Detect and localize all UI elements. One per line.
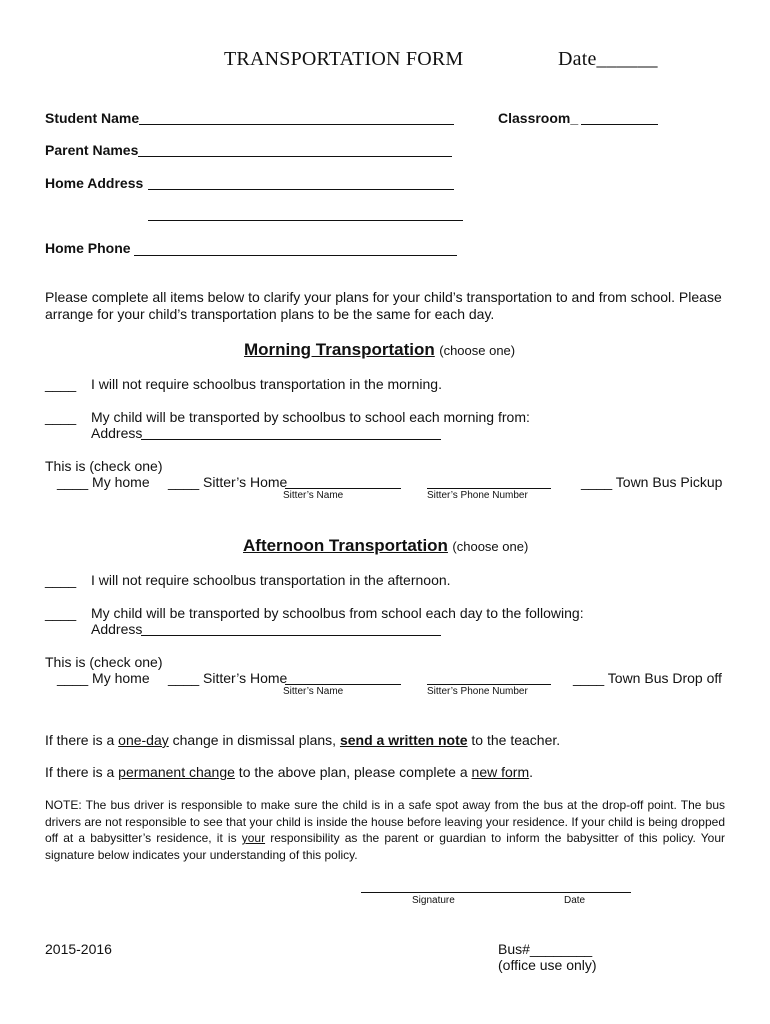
send-written-note: send a written note	[339, 732, 468, 748]
intro-paragraph: Please complete all items below to clarify your plans for your child’s transportation to and from school. Please arrange for your child’s transportation plans to be the same for each day.	[45, 289, 722, 322]
morning-sitters-name-line[interactable]	[285, 488, 401, 489]
morning-sitters-phone-caption: Sitter’s Phone Number	[427, 490, 528, 501]
morning-address-line[interactable]	[141, 439, 441, 440]
note-paragraph	[45, 797, 725, 863]
afternoon-option2-blank[interactable]: ____	[45, 605, 77, 621]
afternoon-sitters-name-line[interactable]	[285, 684, 401, 685]
home-address-line-1[interactable]	[148, 189, 454, 190]
perm-suffix: .	[529, 764, 533, 780]
afternoon-option2-text: My child will be transported by schoolbus from school each day to the following:	[91, 605, 584, 621]
afternoon-sitters-name-caption: Sitter’s Name	[283, 686, 344, 697]
student-name-label: Student Name	[45, 110, 140, 126]
parent-names-label: Parent Names	[45, 142, 139, 158]
afternoon-address-line[interactable]	[141, 635, 441, 636]
one-day-suffix: to the teacher.	[467, 732, 561, 748]
note-part1: NOTE: The bus driver is responsible to make sure the child is in a safe spot away from the bus at the drop-off point. The bus drivers are not responsible to see that your child is inside the house before leaving your residence. If your child is being dropped off at a babysitter’s residence, it is	[45, 798, 725, 845]
afternoon-choose-one: (choose one)	[452, 539, 529, 554]
home-phone-line[interactable]	[134, 255, 457, 256]
parent-names-line[interactable]	[138, 156, 452, 157]
afternoon-heading	[243, 536, 528, 556]
signature-caption: Signature	[412, 895, 455, 906]
one-day-mid: change in dismissal plans,	[168, 732, 340, 748]
student-name-line[interactable]	[139, 124, 454, 125]
one-day-prefix: If there is a	[45, 732, 119, 748]
bus-number-field[interactable]: Bus#________	[498, 941, 593, 957]
office-use-only: (office use only)	[498, 957, 597, 973]
perm-mid: to the above plan, please complete a	[234, 764, 472, 780]
classroom-line[interactable]	[581, 124, 658, 125]
morning-sitters-phone-line[interactable]	[427, 488, 551, 489]
afternoon-option1-blank[interactable]: ____	[45, 572, 77, 588]
morning-option1-text: I will not require schoolbus transportation in the morning.	[91, 376, 442, 392]
new-form-term: new form	[471, 764, 530, 780]
afternoon-heading-text: Afternoon Transportation	[243, 536, 448, 555]
note-part2: responsibility as the parent or guardian to inform the babysitter of this policy. Your signature below indicates your understanding of this policy.	[45, 831, 725, 862]
afternoon-town-bus[interactable]: ____ Town Bus Drop off	[573, 670, 722, 686]
signature-date-caption: Date	[564, 895, 586, 906]
perm-prefix: If there is a	[45, 764, 119, 780]
morning-address-label: Address	[91, 425, 143, 441]
note-your: your	[241, 831, 266, 845]
morning-option2-text: My child will be transported by schoolbus to school each morning from:	[91, 409, 530, 425]
afternoon-option1-text: I will not require schoolbus transportation in the afternoon.	[91, 572, 451, 588]
classroom-label: Classroom_	[498, 110, 579, 126]
afternoon-sitters-phone-line[interactable]	[427, 684, 551, 685]
afternoon-sitters-phone-caption: Sitter’s Phone Number	[427, 686, 528, 697]
morning-option2-blank[interactable]: ____	[45, 409, 77, 425]
afternoon-address-label: Address	[91, 621, 143, 637]
one-day-term: one-day	[118, 732, 169, 748]
date-field[interactable]: Date______	[558, 48, 658, 70]
morning-my-home[interactable]: ____ My home	[57, 474, 150, 490]
afternoon-my-home[interactable]: ____ My home	[57, 670, 150, 686]
form-title: TRANSPORTATION FORM	[224, 48, 464, 70]
permanent-change-term: permanent change	[118, 764, 235, 780]
morning-check-label: This is (check one)	[45, 458, 163, 474]
morning-sitters-name-caption: Sitter’s Name	[283, 490, 344, 501]
permanent-change-sentence	[45, 764, 533, 780]
home-phone-label: Home Phone	[45, 240, 131, 256]
signature-line[interactable]	[361, 892, 631, 893]
school-year: 2015-2016	[45, 941, 112, 957]
morning-heading-text: Morning Transportation	[244, 340, 435, 359]
morning-heading	[244, 340, 515, 360]
home-address-line-2[interactable]	[148, 220, 463, 221]
morning-option1-blank[interactable]: ____	[45, 376, 77, 392]
morning-town-bus[interactable]: ____ Town Bus Pickup	[581, 474, 723, 490]
afternoon-sitters-home[interactable]: ____ Sitter’s Home	[168, 670, 288, 686]
home-address-label: Home Address	[45, 175, 144, 191]
one-day-change-sentence	[45, 732, 560, 748]
afternoon-check-label: This is (check one)	[45, 654, 163, 670]
morning-sitters-home[interactable]: ____ Sitter’s Home	[168, 474, 288, 490]
morning-choose-one: (choose one)	[439, 343, 516, 358]
